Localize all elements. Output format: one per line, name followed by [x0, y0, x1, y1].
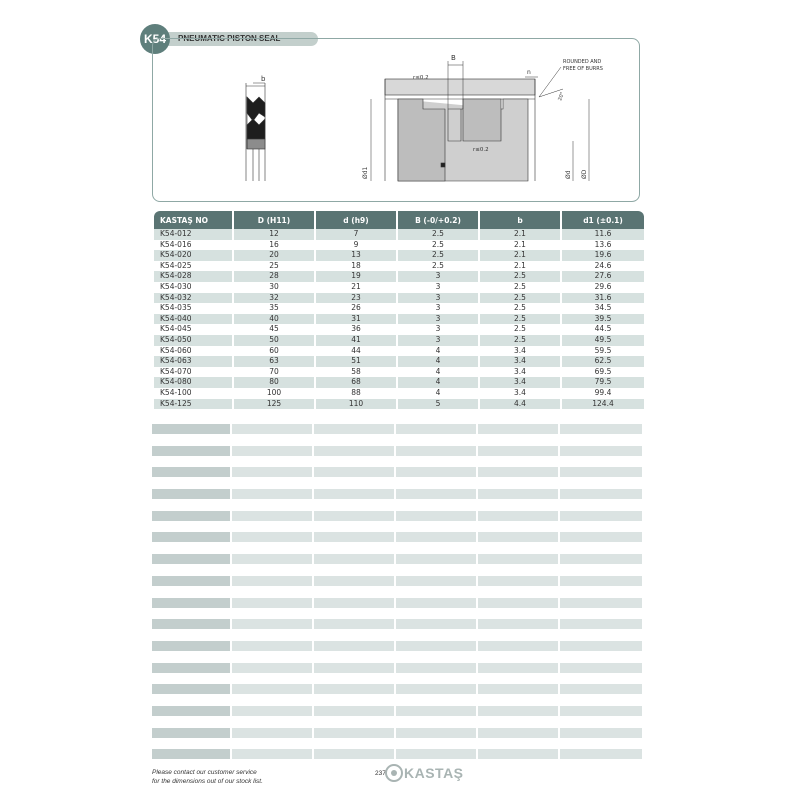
D-dimension-label: ØD: [581, 169, 588, 179]
table-cell: 20: [234, 250, 314, 261]
table-cell: 44.5: [562, 324, 644, 335]
table-cell: 3: [398, 335, 478, 346]
table-cell-code: K54-060: [154, 346, 232, 357]
table-cell: 60: [234, 346, 314, 357]
table-cell: 19: [316, 271, 396, 282]
table-cell-code: K54-045: [154, 324, 232, 335]
table-cell-code: K54-080: [154, 377, 232, 388]
table-cell: 35: [234, 303, 314, 314]
table-cell-code: K54-040: [154, 314, 232, 325]
table-cell: 4: [398, 346, 478, 357]
B-dimension-label: B: [451, 54, 456, 62]
empty-row: [152, 554, 648, 564]
table-cell: 29.6: [562, 282, 644, 293]
empty-table-rows: [152, 424, 648, 771]
column-header-d: d (h9): [316, 211, 396, 229]
table-cell-code: K54-100: [154, 388, 232, 399]
footer-note: [152, 768, 263, 786]
table-cell: 2.1: [480, 261, 560, 272]
table-cell: 4: [398, 356, 478, 367]
table-cell: 39.5: [562, 314, 644, 325]
table-cell: 30: [234, 282, 314, 293]
table-body: [154, 229, 644, 409]
table-cell: 124.4: [562, 399, 644, 410]
table-cell: 27.6: [562, 271, 644, 282]
b-dimension-label: b: [261, 75, 266, 83]
column-header-D: D (H11): [234, 211, 314, 229]
table-cell: 3: [398, 303, 478, 314]
table-cell: 5: [398, 399, 478, 410]
empty-row: [152, 489, 648, 499]
table-row: [154, 303, 644, 314]
table-cell: 4: [398, 388, 478, 399]
kastas-logo-mark-icon: [384, 763, 404, 783]
kastas-logo-text: KASTAŞ: [404, 765, 464, 781]
seal-profile: [246, 83, 265, 181]
table-cell: 79.5: [562, 377, 644, 388]
table-cell: 2.5: [480, 303, 560, 314]
angle-label: 20°: [557, 91, 566, 102]
empty-row: [152, 598, 648, 608]
table-cell: 69.5: [562, 367, 644, 378]
empty-row: [152, 706, 648, 716]
empty-row: [152, 684, 648, 694]
table-cell: 44: [316, 346, 396, 357]
table-row: [154, 293, 644, 304]
radius-label-top: r≤0.2: [413, 75, 429, 81]
table-cell: 4.4: [480, 399, 560, 410]
table-row: [154, 324, 644, 335]
table-cell: 34.5: [562, 303, 644, 314]
table-row: [154, 229, 644, 240]
d1-dimension-label: Ød1: [362, 166, 369, 179]
footer-note-line2: for the dimensions out of our stock list.: [152, 778, 263, 785]
table-cell: 3.4: [480, 346, 560, 357]
table-cell: 125: [234, 399, 314, 410]
table-cell-code: K54-050: [154, 335, 232, 346]
table-row: [154, 346, 644, 357]
dimensions-table: [152, 211, 646, 409]
table-cell: 9: [316, 240, 396, 251]
table-cell: 2.5: [480, 293, 560, 304]
piston-assembly: [385, 79, 535, 181]
table-row: [154, 250, 644, 261]
table-cell: 45: [234, 324, 314, 335]
empty-row: [152, 511, 648, 521]
table-cell: 2.5: [398, 250, 478, 261]
table-cell: 2.5: [480, 335, 560, 346]
empty-row: [152, 446, 648, 456]
table-cell: 51: [316, 356, 396, 367]
table-cell: 3: [398, 314, 478, 325]
table-cell: 2.5: [398, 240, 478, 251]
table-cell: 88: [316, 388, 396, 399]
table-cell: 2.1: [480, 229, 560, 240]
table-cell: 26: [316, 303, 396, 314]
table-cell-code: K54-030: [154, 282, 232, 293]
table-cell: 28: [234, 271, 314, 282]
page-number: 237: [375, 770, 386, 777]
empty-row: [152, 749, 648, 759]
table-cell-code: K54-028: [154, 271, 232, 282]
table-cell: 2.5: [480, 324, 560, 335]
table-row: [154, 356, 644, 367]
table-cell: 100: [234, 388, 314, 399]
table-cell: 4: [398, 367, 478, 378]
table-cell: 63: [234, 356, 314, 367]
table-cell: 3: [398, 324, 478, 335]
section-title: PNEUMATIC PISTON SEAL: [166, 32, 318, 46]
table-cell: 58: [316, 367, 396, 378]
table-cell-code: K54-025: [154, 261, 232, 272]
empty-row: [152, 619, 648, 629]
table-cell: 3.4: [480, 367, 560, 378]
table-cell: 41: [316, 335, 396, 346]
technical-drawing: [152, 38, 640, 202]
table-cell: 110: [316, 399, 396, 410]
table-cell-code: K54-063: [154, 356, 232, 367]
table-cell: 25: [234, 261, 314, 272]
table-cell: 36: [316, 324, 396, 335]
table-cell: 3: [398, 282, 478, 293]
d-dimension-label: Ød: [565, 170, 572, 179]
table-cell: 13: [316, 250, 396, 261]
table-cell-code: K54-070: [154, 367, 232, 378]
footer-note-line1: Please contact our customer service: [152, 769, 257, 776]
table-cell: 3.4: [480, 377, 560, 388]
table-row: [154, 240, 644, 251]
table-row: [154, 399, 644, 410]
table-cell: 2.5: [398, 261, 478, 272]
product-code-badge: K54: [140, 24, 170, 54]
table-cell: 11.6: [562, 229, 644, 240]
table-cell: 23: [316, 293, 396, 304]
table-cell: 7: [316, 229, 396, 240]
table-cell-code: K54-035: [154, 303, 232, 314]
table-row: [154, 282, 644, 293]
table-cell: 3: [398, 271, 478, 282]
column-header-d1: d1 (±0.1): [562, 211, 644, 229]
table-cell: 16: [234, 240, 314, 251]
table-row: [154, 271, 644, 282]
table-row: [154, 261, 644, 272]
radius-label-bottom: r≤0.2: [473, 147, 489, 153]
table-cell: 59.5: [562, 346, 644, 357]
column-header-kastas-no: KASTAŞ NO: [154, 211, 232, 229]
table-cell: 2.5: [480, 282, 560, 293]
table-cell: 19.6: [562, 250, 644, 261]
table-cell: 80: [234, 377, 314, 388]
table-cell: 68: [316, 377, 396, 388]
column-header-B: B (-0/+0.2): [398, 211, 478, 229]
empty-row: [152, 532, 648, 542]
note-rounded: ROUNDED AND: [563, 59, 602, 65]
table-cell-code: K54-125: [154, 399, 232, 410]
table-cell: 18: [316, 261, 396, 272]
table-cell: 49.5: [562, 335, 644, 346]
table-cell: 21: [316, 282, 396, 293]
note-burrs: FREE OF BURRS: [563, 66, 603, 72]
table-row: [154, 377, 644, 388]
empty-row: [152, 576, 648, 586]
table-row: [154, 335, 644, 346]
table-cell: 2.5: [480, 314, 560, 325]
empty-row: [152, 424, 648, 434]
table-cell: 13.6: [562, 240, 644, 251]
empty-row: [152, 663, 648, 673]
table-cell: 50: [234, 335, 314, 346]
table-cell: 24.6: [562, 261, 644, 272]
seal-cross-section-drawing: [153, 39, 639, 201]
table-row: [154, 314, 644, 325]
table-cell: 99.4: [562, 388, 644, 399]
table-cell: 2.5: [398, 229, 478, 240]
table-row: [154, 388, 644, 399]
table-header-row: [154, 211, 644, 229]
table-cell: 2.1: [480, 240, 560, 251]
table-cell: 70: [234, 367, 314, 378]
table-cell: 62.5: [562, 356, 644, 367]
table-cell-code: K54-032: [154, 293, 232, 304]
table-cell-code: K54-016: [154, 240, 232, 251]
table-cell-code: K54-020: [154, 250, 232, 261]
empty-row: [152, 467, 648, 477]
table-row: [154, 367, 644, 378]
table-cell: 40: [234, 314, 314, 325]
table-cell: 3.4: [480, 388, 560, 399]
table-cell: 32: [234, 293, 314, 304]
table-cell: 3.4: [480, 356, 560, 367]
empty-row: [152, 728, 648, 738]
empty-row: [152, 641, 648, 651]
table-cell: 12: [234, 229, 314, 240]
table-cell: 31: [316, 314, 396, 325]
kastas-logo: [384, 763, 464, 783]
table-cell: 2.5: [480, 271, 560, 282]
table-cell-code: K54-012: [154, 229, 232, 240]
table-cell: 3: [398, 293, 478, 304]
table-cell: 4: [398, 377, 478, 388]
n-dimension-label: n: [527, 69, 531, 76]
table-cell: 31.6: [562, 293, 644, 304]
column-header-b: b: [480, 211, 560, 229]
table-cell: 2.1: [480, 250, 560, 261]
